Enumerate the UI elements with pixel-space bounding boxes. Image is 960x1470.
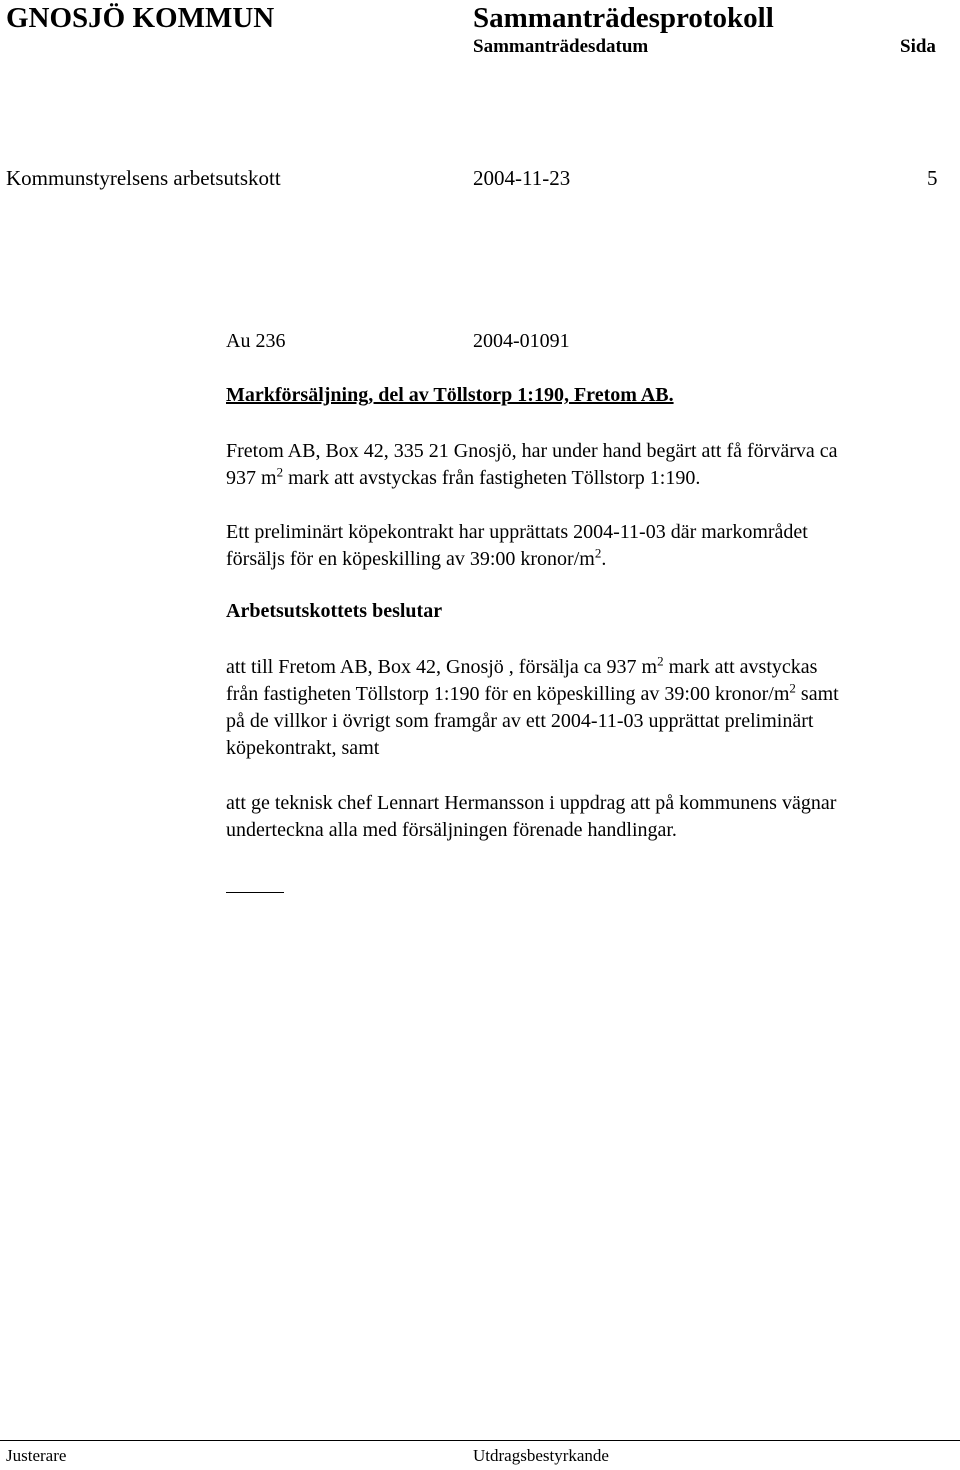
paragraph-line: underteckna alla med försäljningen förenade handlingar. (226, 819, 677, 841)
paragraph-line: Ett preliminärt köpekontrakt har upprättats 2004-11-03 där markområdet (226, 521, 808, 543)
case-title: Markförsäljning, del av Töllstorp 1:190, Fretom AB. (226, 384, 674, 406)
decision-paragraph-assignment (226, 790, 950, 844)
decision-heading: Arbetsutskottets beslutar (226, 600, 443, 622)
committee-name: Kommunstyrelsens arbetsutskott (6, 166, 281, 190)
page-label: Sida (900, 36, 936, 57)
superscript: 2 (594, 545, 602, 561)
document-type: Sammanträdesprotokoll (473, 2, 774, 34)
paragraph-line: köpekontrakt, samt (226, 737, 380, 759)
superscript: 2 (657, 653, 664, 669)
meeting-date: 2004-11-23 (473, 166, 571, 190)
decision-paragraph-sale (226, 654, 950, 762)
text-segment: mark att avstyckas från fastigheten Töllstorp 1:190. (283, 467, 701, 489)
superscript: 2 (789, 680, 796, 696)
paragraph-line (226, 465, 950, 492)
text-segment: försäljs för en köpeskilling av 39:00 kronor/m (226, 548, 595, 570)
paragraph-line: att ge teknisk chef Lennart Hermansson i uppdrag att på kommunens vägnar (226, 792, 837, 814)
footer-certification-label: Utdragsbestyrkande (473, 1446, 609, 1465)
text-segment: från fastigheten Töllstorp 1:190 för en köpeskilling av 39:00 kronor/m (226, 683, 790, 705)
paragraph-line (226, 681, 950, 708)
superscript: 2 (276, 464, 284, 480)
paragraph-line (226, 546, 950, 573)
paragraph-contract (226, 519, 950, 573)
paragraph-line (226, 654, 950, 681)
text-segment: att till Fretom AB, Box 42, Gnosjö , försälja ca 937 m (226, 656, 658, 678)
diary-number: 2004-01091 (473, 330, 570, 352)
meeting-date-label: Sammanträdesdatum (473, 36, 649, 57)
paragraph-request (226, 438, 950, 492)
text-segment: mark att avstyckas (663, 656, 818, 678)
footer-adjuster-label: Justerare (6, 1446, 67, 1465)
paragraph-line: Fretom AB, Box 42, 335 21 Gnosjö, har under hand begärt att få förvärva ca (226, 440, 838, 462)
municipality-name: GNOSJÖ KOMMUN (6, 2, 275, 34)
text-segment: . (601, 548, 607, 570)
case-number: Au 236 (226, 330, 286, 352)
page-number: 5 (927, 166, 938, 190)
paragraph-line: på de villkor i övrigt som framgår av ett 2004-11-03 upprättat preliminärt (226, 710, 814, 732)
end-of-section-line (226, 892, 284, 893)
text-segment: samt (795, 683, 839, 705)
footer-divider (0, 1440, 960, 1441)
text-segment: 937 m (226, 467, 277, 489)
